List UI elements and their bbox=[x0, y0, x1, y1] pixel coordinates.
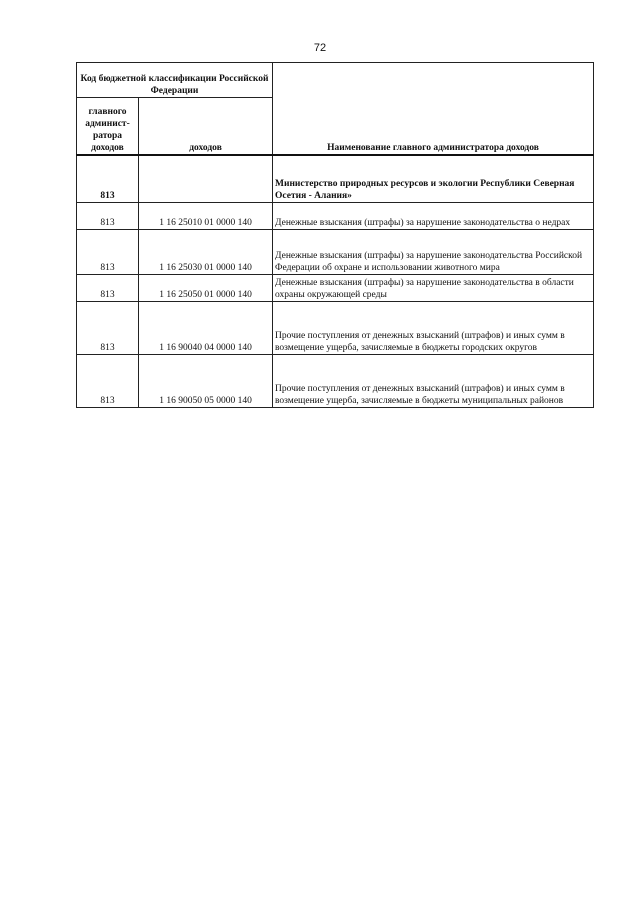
revenue-code-cell: 1 16 90050 05 0000 140 bbox=[139, 355, 273, 408]
table-row bbox=[77, 355, 594, 408]
header-administrator-name: Наименование главного администратора доходов bbox=[273, 63, 594, 156]
table-row bbox=[77, 155, 594, 203]
table-header-row bbox=[77, 63, 594, 98]
admin-code-cell: 813 bbox=[77, 230, 139, 275]
admin-code-cell: 813 bbox=[77, 155, 139, 203]
description-cell: Министерство природных ресурсов и экологии Республики Северная Осетия - Алания» bbox=[273, 155, 594, 203]
description-cell: Прочие поступления от денежных взысканий (штрафов) и иных сумм в возмещение ущерба, зачисляемые в бюджеты городских округов bbox=[273, 302, 594, 355]
description-cell: Денежные взыскания (штрафы) за нарушение законодательства Российской Федерации об охране и использовании животного мира bbox=[273, 230, 594, 275]
header-budget-classification-code: Код бюджетной классификации Российской Федерации bbox=[77, 63, 273, 98]
table-row bbox=[77, 275, 594, 302]
revenue-administrators-table bbox=[76, 62, 594, 408]
revenue-code-cell: 1 16 90040 04 0000 140 bbox=[139, 302, 273, 355]
admin-code-cell: 813 bbox=[77, 275, 139, 302]
admin-code-cell: 813 bbox=[77, 203, 139, 230]
table-row bbox=[77, 230, 594, 275]
page-number: 72 bbox=[313, 42, 327, 54]
header-chief-administrator: главного админист-ратора доходов bbox=[77, 98, 139, 156]
table-row bbox=[77, 302, 594, 355]
revenue-code-cell: 1 16 25050 01 0000 140 bbox=[139, 275, 273, 302]
revenue-code-cell: 1 16 25030 01 0000 140 bbox=[139, 230, 273, 275]
description-cell: Денежные взыскания (штрафы) за нарушение законодательства о недрах bbox=[273, 203, 594, 230]
revenue-code-cell bbox=[139, 155, 273, 203]
admin-code-cell: 813 bbox=[77, 302, 139, 355]
revenue-code-cell: 1 16 25010 01 0000 140 bbox=[139, 203, 273, 230]
description-cell: Денежные взыскания (штрафы) за нарушение законодательства в области охраны окружающей среды bbox=[273, 275, 594, 302]
description-cell: Прочие поступления от денежных взысканий (штрафов) и иных сумм в возмещение ущерба, зачисляемые в бюджеты муниципальных районов bbox=[273, 355, 594, 408]
table-row bbox=[77, 203, 594, 230]
admin-code-cell: 813 bbox=[77, 355, 139, 408]
header-revenues: доходов bbox=[139, 98, 273, 156]
